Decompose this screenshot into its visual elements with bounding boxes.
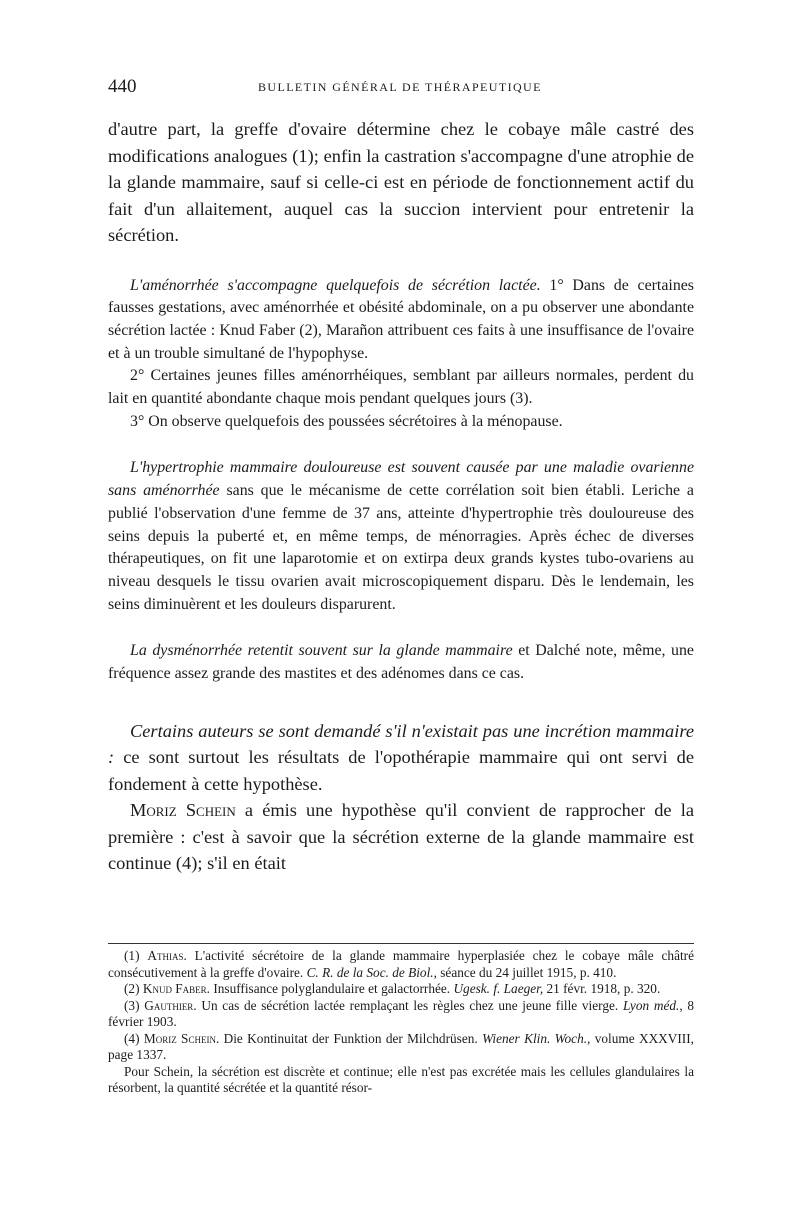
footnote-end: 21 févr. 1918, p. 320. — [543, 981, 661, 996]
footnote-1 — [108, 948, 694, 981]
footnote-mark: (2) — [124, 981, 143, 996]
footnote-mark: (4) — [124, 1030, 144, 1046]
section-title-dysmenorrhee: La dysménorrhée retentit souvent sur la glande mammaire — [130, 642, 513, 660]
footnote-mark: (3) — [124, 997, 145, 1013]
footnote-text: . Die Kontinuitat der Funktion der Milchdrüsen. — [215, 1030, 483, 1046]
footnote-source: Ugesk. f. Laeger, — [453, 981, 544, 996]
paragraph-amenorrhee-text: 1° Dans de certaines fausses gestations, avec aménorrhée et obésité abdominale, on a pu observer une abondante sécrétion lactée : Knud Faber (2), Marañon attribuent ces faits à une insuffisance de l'ovaire et à un trouble simultané de l'hypophyse. — [108, 276, 694, 362]
paragraph-dysmenorrhee — [108, 640, 694, 685]
footnote-text: . Un cas de sécrétion lactée remplaçant les règles chez une jeune fille vierge. — [193, 997, 623, 1013]
footnote-text: . Insuffisance polyglandulaire et galactorrhée. — [206, 981, 454, 996]
footnote-author: Gauthier — [144, 997, 194, 1013]
footnote-text: . L'activité sécrétoire de la glande mammaire hyperplasiée chez le cobaye mâle châtré consécutivement à la greffe d'ovaire. — [108, 948, 694, 980]
footnote-source: Lyon méd. — [622, 997, 680, 1013]
footnote-mark: (1) — [124, 948, 148, 963]
footnote-3 — [108, 998, 694, 1031]
paragraph-menopause: 3° On observe quelquefois des poussées sécrétoires à la ménopause. — [130, 412, 563, 430]
paragraph-schein — [108, 797, 694, 877]
paragraph-schein-text: a émis une hypothèse qu'il convient de rapprocher de la première : c'est à savoir que la sécrétion externe de la glande mammaire est continue (4); s'il en était — [108, 800, 694, 874]
footnote-author: Athias — [147, 948, 184, 963]
paragraph-amenorrhee — [108, 275, 694, 366]
body-text — [108, 116, 694, 877]
paragraph-incretion — [108, 718, 694, 798]
footnote-end: , volume XXXVIII, page 1337. — [108, 1030, 694, 1062]
footnote-2 — [108, 981, 694, 998]
page-header — [108, 76, 694, 100]
paragraph-jeunes-filles: 2° Certaines jeunes filles aménorrhéiques, semblant par ailleurs normales, perdent du lait en quantité abondante chaque mois pendant quelques jours (3). — [108, 367, 694, 408]
footnotes — [108, 948, 694, 1097]
footnote-end: , séance du 24 juillet 1915, p. 410. — [433, 964, 617, 980]
section-title-incretion: Certains auteurs se sont demandé s'il n'existait pas une incrétion mammaire : — [108, 720, 694, 768]
section-title-hypertrophie: L'hypertrophie mammaire douloureuse est souvent causée par une maladie ovarienne sans aménorrhée — [108, 459, 694, 500]
footnote-author: Knud Faber — [142, 981, 207, 996]
footnote-4 — [108, 1031, 694, 1064]
page-number: 440 — [108, 76, 137, 97]
paragraph-castration: d'autre part, la greffe d'ovaire détermine chez le cobaye mâle castré des modifications analogues (1); enfin la castration s'accompagne d'une atrophie de la glande mammaire, sauf si celle-ci est en période de fonctionnement actif du fait d'un allaitement, auquel cas la succion intervient pour entretenir la sécrétion. — [108, 119, 694, 245]
paragraph-dysmenorrhee-text: et Dalché note, même, une fréquence assez grande des mastites et des adénomes dans ce cas. — [108, 642, 694, 683]
running-title: BULLETIN GÉNÉRAL DE THÉRAPEUTIQUE — [258, 80, 542, 94]
footnote-source: Wiener Klin. Woch. — [482, 1030, 588, 1046]
footnote-continuation: Pour Schein, la sécrétion est discrète et continue; elle n'est pas excrétée mais les cellules glandulaires la résorbent, la quantité sécrétée et la quantité résor- — [108, 1063, 694, 1095]
footnote-rule — [108, 943, 694, 944]
paragraph-hypertrophie — [108, 457, 694, 616]
section-title-amenorrhee: L'aménorrhée s'accompagne quelquefois de sécrétion lactée. — [130, 276, 541, 294]
paragraph-hypertrophie-text: sans que le mécanisme de cette corrélation soit bien établi. Leriche a publié l'observation d'une femme de 37 ans, atteinte d'hypertrophie très douloureuse des seins depuis la puberté et, en même temps, de ménorragies. Après échec de diverses thérapeutiques, on fit une laparotomie et on extirpa deux grands kystes tubo-ovariens au niveau desquels le tissu ovarien avait microscopiquement disparu. Dès le lendemain, les seins diminuèrent et les douleurs disparurent. — [108, 482, 694, 613]
author-name-schein: Moriz Schein — [130, 800, 236, 821]
paragraph-incretion-text: ce sont surtout les résultats de l'opothérapie mammaire qui ont servi de fondement à cette hypothèse. — [108, 747, 694, 794]
footnote-end: , 8 février 1903. — [108, 997, 695, 1029]
footnote-source: C. R. de la Soc. de Biol. — [306, 964, 434, 980]
footnote-author: Moriz Schein — [143, 1030, 216, 1046]
